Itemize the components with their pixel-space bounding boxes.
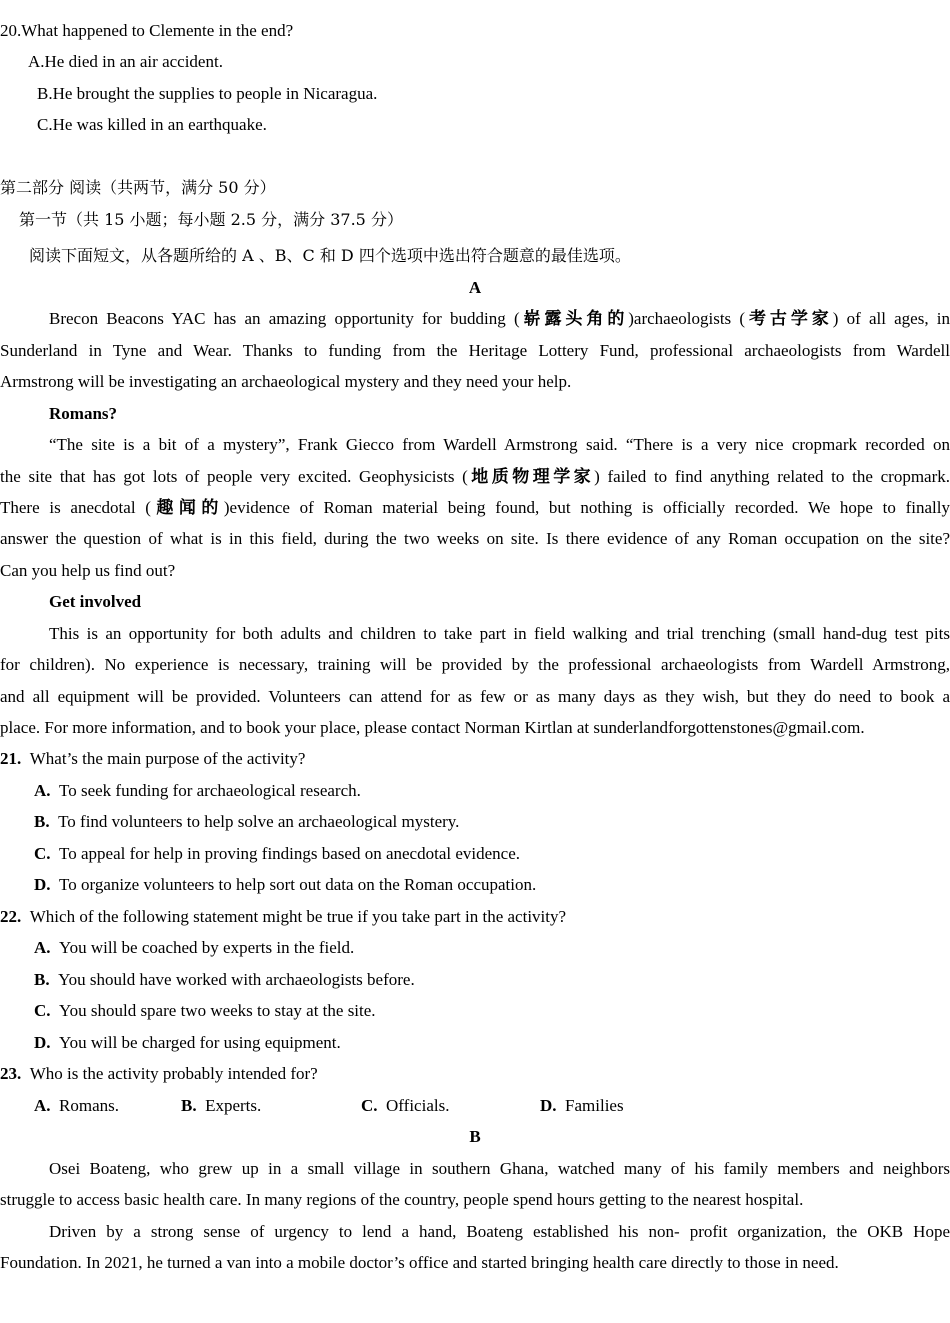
passage-a-p3-line2: for children). No experience is necessary, training will be provided by the professional archaeologists from Wardell Armstrong, [0, 655, 950, 674]
q22-question: 22. Which of the following statement might be true if you take part in the activity? [0, 907, 567, 926]
passage-a-p3-line4: place. For more information, and to book your place, please contact Norman Kirtlan at sunderlandforgottenstones@gmail.com. [0, 718, 865, 737]
passage-b-p1-line1: Osei Boateng, who grew up in a small village in southern Ghana, watched many of his family members and neighbors [49, 1159, 950, 1178]
passage-a-p1-line2: Sunderland in Tyne and Wear. Thanks to funding from the Heritage Lottery Fund, professional archaeologists from Wardell [0, 341, 950, 360]
gloss-anecdotal: 趣闻的 [150, 498, 224, 518]
q21-option-c: C. To appeal for help in proving findings based on anecdotal evidence. [34, 844, 520, 863]
q22-option-b: B. You should have worked with archaeologists before. [34, 970, 415, 989]
section-instruction: 阅读下面短文，从各题所给的 A 、B、C 和 D 四个选项中选出符合题意的最佳选项。 [29, 246, 631, 265]
passage-b-p2-line1: Driven by a strong sense of urgency to lend a hand, Boateng established his non- profit organization, the OKB Hope [49, 1222, 950, 1241]
q22-option-c: C. You should spare two weeks to stay at the site. [34, 1001, 376, 1020]
q23-option-c: C. Officials. [361, 1096, 450, 1115]
section-subtitle: 第一节（共 15 小题；每小题 2.5 分，满分 37.5 分） [19, 210, 403, 229]
q21-option-d: D. To organize volunteers to help sort out data on the Roman occupation. [34, 875, 537, 894]
passage-a-heading: A [468, 278, 482, 297]
passage-b-p2-line2: Foundation. In 2021, he turned a van into a mobile doctor’s office and started bringing health care directly to those in need. [0, 1253, 839, 1272]
subheading-romans: Romans? [49, 404, 118, 423]
passage-a-p2-line2: the site that has got lots of people very excited. Geophysicists (地质物理学家) failed to find anything related to the cropmark. [0, 467, 950, 487]
q23-option-d: D. Families [540, 1096, 624, 1115]
passage-a-p2-line3: There is anecdotal (趣闻的)evidence of Roman material being found, but nothing is officially recorded. We hope to finally [0, 498, 950, 518]
gloss-geophysicists: 地质物理学家 [467, 467, 595, 487]
q21-question: 21. What’s the main purpose of the activity? [0, 749, 306, 768]
q23-question: 23. Who is the activity probably intended for? [0, 1064, 318, 1083]
passage-a-p2-line4: answer the question of what is in this field, during the two weeks on site. Is there evidence of any Roman occupation on the site? [0, 529, 950, 548]
q21-option-a: A. To seek funding for archaeological research. [34, 781, 361, 800]
q23-option-a: A. Romans. [34, 1096, 120, 1115]
passage-a-p3-line1: This is an opportunity for both adults and children to take part in field walking and trial trenching (small hand-dug test pits [49, 624, 950, 643]
q23-option-b: B. Experts. [181, 1096, 262, 1115]
passage-a-p1-line3: Armstrong will be investigating an archaeological mystery and they need your help. [0, 372, 572, 391]
q22-option-a: A. You will be coached by experts in the field. [34, 938, 355, 957]
passage-a-p1-line1: Brecon Beacons YAC has an amazing opportunity for budding (崭露头角的)archaeologists (考古学家) of all ages, in [49, 309, 950, 329]
q20-question: 20.What happened to Clemente in the end? [0, 21, 294, 40]
subheading-get-involved: Get involved [49, 592, 142, 611]
q22-option-d: D. You will be charged for using equipment. [34, 1033, 341, 1052]
part-title: 第二部分 阅读（共两节，满分 50 分） [0, 178, 276, 197]
gloss-budding: 崭露头角的 [519, 309, 629, 329]
passage-b-p1-line2: struggle to access basic health care. In many regions of the country, people spend hours getting to the nearest hospital. [0, 1190, 804, 1209]
passage-b-heading: B [469, 1127, 481, 1146]
q20-option-c: C.He was killed in an earthquake. [37, 115, 267, 134]
q20-option-a: A.He died in an air accident. [28, 52, 223, 71]
q20-option-b: B.He brought the supplies to people in Nicaragua. [37, 84, 378, 103]
passage-a-p3-line3: and all equipment will be provided. Volunteers can attend for as few or as many days as they wish, but they do need to book a [0, 687, 950, 706]
passage-a-p2-line1: “The site is a bit of a mystery”, Frank Giecco from Wardell Armstrong said. “There is a very nice cropmark recorded on [49, 435, 950, 454]
q21-option-b: B. To find volunteers to help solve an archaeological mystery. [34, 812, 460, 831]
gloss-archaeologists: 考古学家 [745, 309, 833, 329]
passage-a-p2-line5: Can you help us find out? [0, 561, 176, 580]
